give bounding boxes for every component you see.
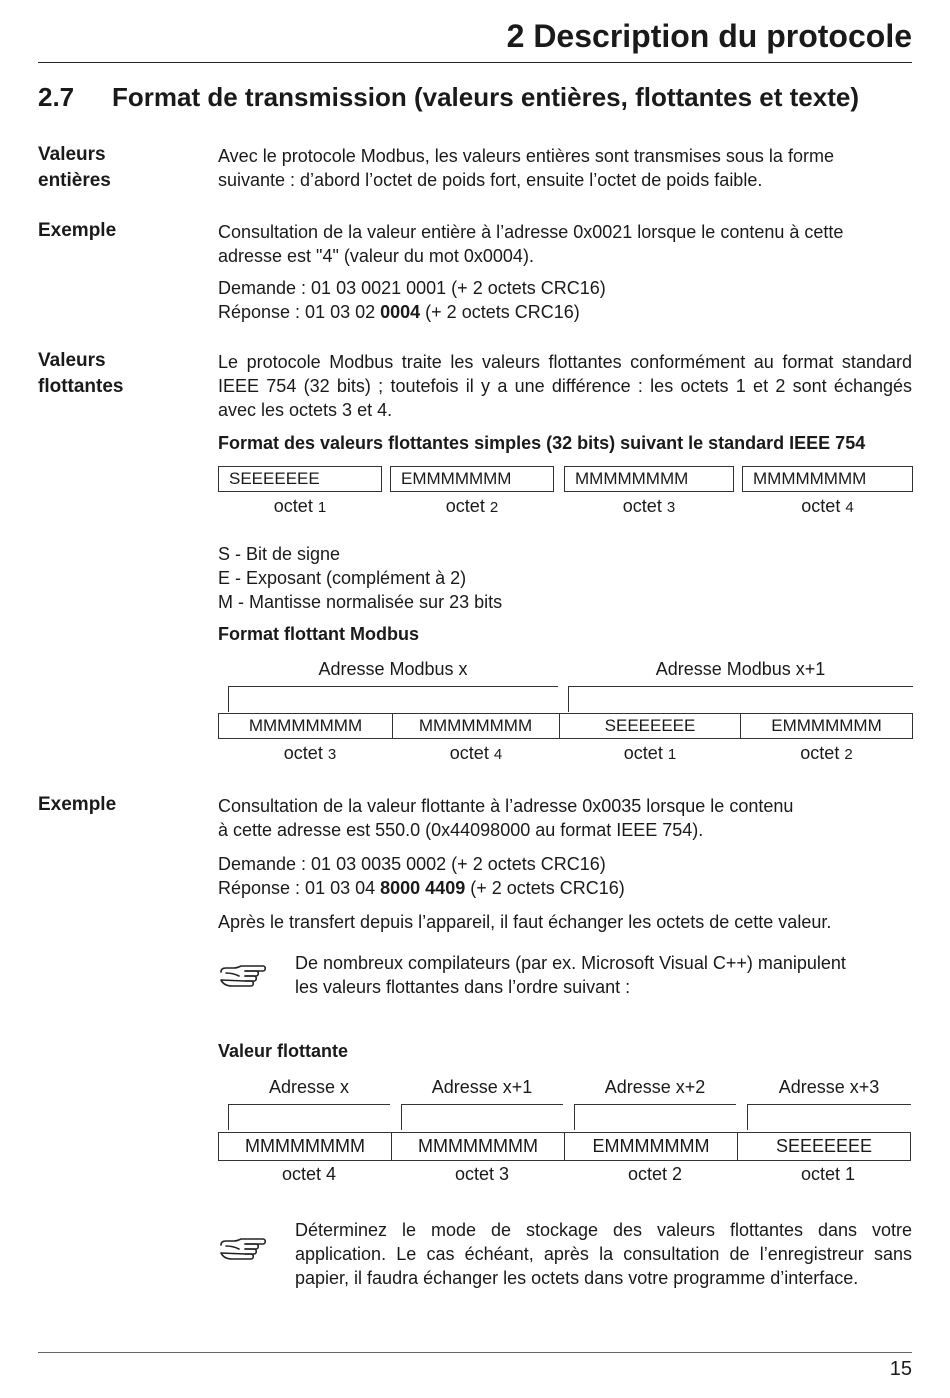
response-line (218, 876, 912, 900)
modbus-address-label: Adresse Modbus x+1 (655, 659, 826, 679)
modbus-address-label: Adresse Modbus x (318, 659, 468, 679)
integers-paragraph (218, 144, 912, 192)
footer-rule (38, 1352, 912, 1353)
modbus-byte-caption (740, 743, 913, 764)
ieee-byte-caption (742, 496, 913, 517)
paragraph-line: à cette adresse est 550.0 (0x44098000 au format IEEE 754). (218, 820, 704, 840)
response-prefix: Réponse : 01 03 04 (218, 878, 381, 898)
response-value: 8000 4409 (380, 878, 466, 898)
float-address-label: Adresse x+2 (604, 1077, 706, 1097)
float-byte-box: SEEEEEEE (737, 1132, 911, 1161)
address-bracket (568, 686, 913, 712)
floats-paragraph: Le protocole Modbus traite les valeurs flottantes conformément au format standard IEEE 754 (32 bits) ; toutefois il y a une différence : les octets 1 et 2 sont échangés avec les octets 3 et 4. (218, 352, 912, 420)
modbus-byte-caption (559, 743, 741, 764)
address-bracket (574, 1104, 736, 1130)
pointing-hand-icon (218, 963, 268, 993)
float-byte-box: MMMMMMMM (218, 1132, 392, 1161)
example-1-exchange (218, 276, 912, 324)
paragraph-line: Consultation de la valeur flottante à l’adresse 0x0035 lorsque le contenu (218, 796, 794, 816)
ieee-byte-box: SEEEEEEE (218, 466, 382, 492)
float-byte-caption: octet 2 (627, 1164, 683, 1184)
pointing-hand-icon (218, 1236, 268, 1266)
modbus-byte-box: MMMMMMMM (392, 713, 560, 739)
side-label-line: Valeurs (38, 144, 106, 165)
side-label-line: Valeurs (38, 350, 106, 371)
bit-legend (218, 542, 912, 614)
note-2-text: Déterminez le mode de stockage des valeurs flottantes dans votre application. Le cas échéant, après la consultation de l’enregistreur sans papier, il faudra échanger les octets dans votre programme d’interface. (295, 1220, 912, 1288)
caption-num: 3 (327, 746, 337, 763)
caption-word: octet (800, 743, 840, 763)
caption-word: octet (273, 496, 313, 516)
float-byte-box: MMMMMMMM (391, 1132, 565, 1161)
address-bracket (401, 1104, 563, 1130)
caption-num: 2 (489, 499, 499, 516)
modbus-byte-caption (218, 743, 402, 764)
caption-num: 2 (844, 746, 853, 763)
paragraph-line: Avec le protocole Modbus, les valeurs entières sont transmises sous la forme (218, 146, 834, 166)
caption-word: octet (801, 496, 841, 516)
modbus-byte-box: EMMMMMMM (740, 713, 913, 739)
float-byte-caption: octet 4 (281, 1164, 337, 1184)
caption-num: 3 (666, 499, 676, 516)
caption-word: octet (283, 743, 323, 763)
ieee-byte-box: MMMMMMMM (564, 466, 734, 492)
modbus-byte-box: MMMMMMMM (218, 713, 393, 739)
float-address-label: Adresse x+1 (431, 1077, 533, 1097)
section-heading (38, 82, 859, 113)
response-prefix: Réponse : 01 03 02 (218, 302, 381, 322)
request-line: Demande : 01 03 0035 0002 (+ 2 octets CRC16) (218, 854, 606, 874)
caption-num: 1 (667, 746, 677, 763)
example-2-exchange (218, 852, 912, 900)
response-suffix: (+ 2 octets CRC16) (420, 302, 580, 322)
side-label-integers (38, 142, 208, 194)
float-byte-caption: octet 1 (800, 1164, 856, 1184)
legend-line: E - Exposant (complément à 2) (218, 568, 467, 588)
section-number: 2.7 (38, 82, 75, 112)
ieee-byte-box: EMMMMMMM (390, 466, 554, 492)
request-line: Demande : 01 03 0021 0001 (+ 2 octets CRC16) (218, 278, 606, 298)
caption-word: octet (449, 743, 489, 763)
float-byte-box: EMMMMMMM (564, 1132, 738, 1161)
chapter-title: 2 Description du protocole (506, 18, 912, 54)
caption-word: octet (623, 743, 663, 763)
paragraph-line: Consultation de la valeur entière à l’adresse 0x0021 lorsque le contenu à cette (218, 222, 844, 242)
note-line: les valeurs flottantes dans l’ordre suivant : (295, 977, 631, 997)
modbus-byte-box: SEEEEEEE (559, 713, 741, 739)
ieee-byte-caption (390, 496, 554, 517)
caption-word: octet (445, 496, 485, 516)
paragraph-line: suivante : d’abord l’octet de poids fort, ensuite l’octet de poids faible. (218, 170, 763, 190)
header-rule (38, 62, 912, 63)
after-transfer-text: Après le transfert depuis l’appareil, il faut échanger les octets de cette valeur. (218, 912, 832, 932)
side-label-floats (38, 348, 208, 400)
response-suffix: (+ 2 octets CRC16) (465, 878, 625, 898)
address-bracket (228, 1104, 390, 1130)
response-value: 0004 (380, 302, 421, 322)
note-line: De nombreux compilateurs (par ex. Microsoft Visual C++) manipulent (295, 953, 846, 973)
side-label-line: flottantes (38, 376, 124, 397)
modbus-byte-caption (392, 743, 560, 764)
address-bracket (228, 686, 558, 712)
float-address-label: Adresse x (268, 1077, 350, 1097)
modbus-heading: Format flottant Modbus (218, 624, 419, 644)
page-number: 15 (889, 1358, 912, 1380)
caption-num: 4 (845, 499, 854, 516)
caption-num: 4 (493, 746, 503, 763)
ieee-byte-caption (564, 496, 734, 517)
caption-num: 1 (317, 499, 327, 516)
ieee-byte-box: MMMMMMMM (742, 466, 913, 492)
ieee-heading: Format des valeurs flottantes simples (32 bits) suivant le standard IEEE 754 (218, 433, 866, 453)
float-byte-caption: octet 3 (454, 1164, 510, 1184)
paragraph-line: adresse est "4" (valeur du mot 0x0004). (218, 246, 534, 266)
side-label-example-2: Exemple (38, 794, 117, 815)
float-address-label: Adresse x+3 (778, 1077, 880, 1097)
float-value-heading: Valeur flottante (218, 1041, 349, 1061)
address-bracket (747, 1104, 911, 1130)
note-1-text (295, 951, 912, 999)
ieee-byte-caption (218, 496, 382, 517)
caption-word: octet (622, 496, 662, 516)
side-label-line: entières (38, 170, 111, 191)
example-1-paragraph (218, 220, 912, 268)
section-title: Format de transmission (valeurs entières, flottantes et texte) (112, 82, 859, 112)
legend-line: M - Mantisse normalisée sur 23 bits (218, 592, 503, 612)
legend-line: S - Bit de signe (218, 544, 341, 564)
side-label-example-1: Exemple (38, 220, 117, 241)
example-2-paragraph (218, 794, 912, 842)
response-line (218, 300, 912, 324)
